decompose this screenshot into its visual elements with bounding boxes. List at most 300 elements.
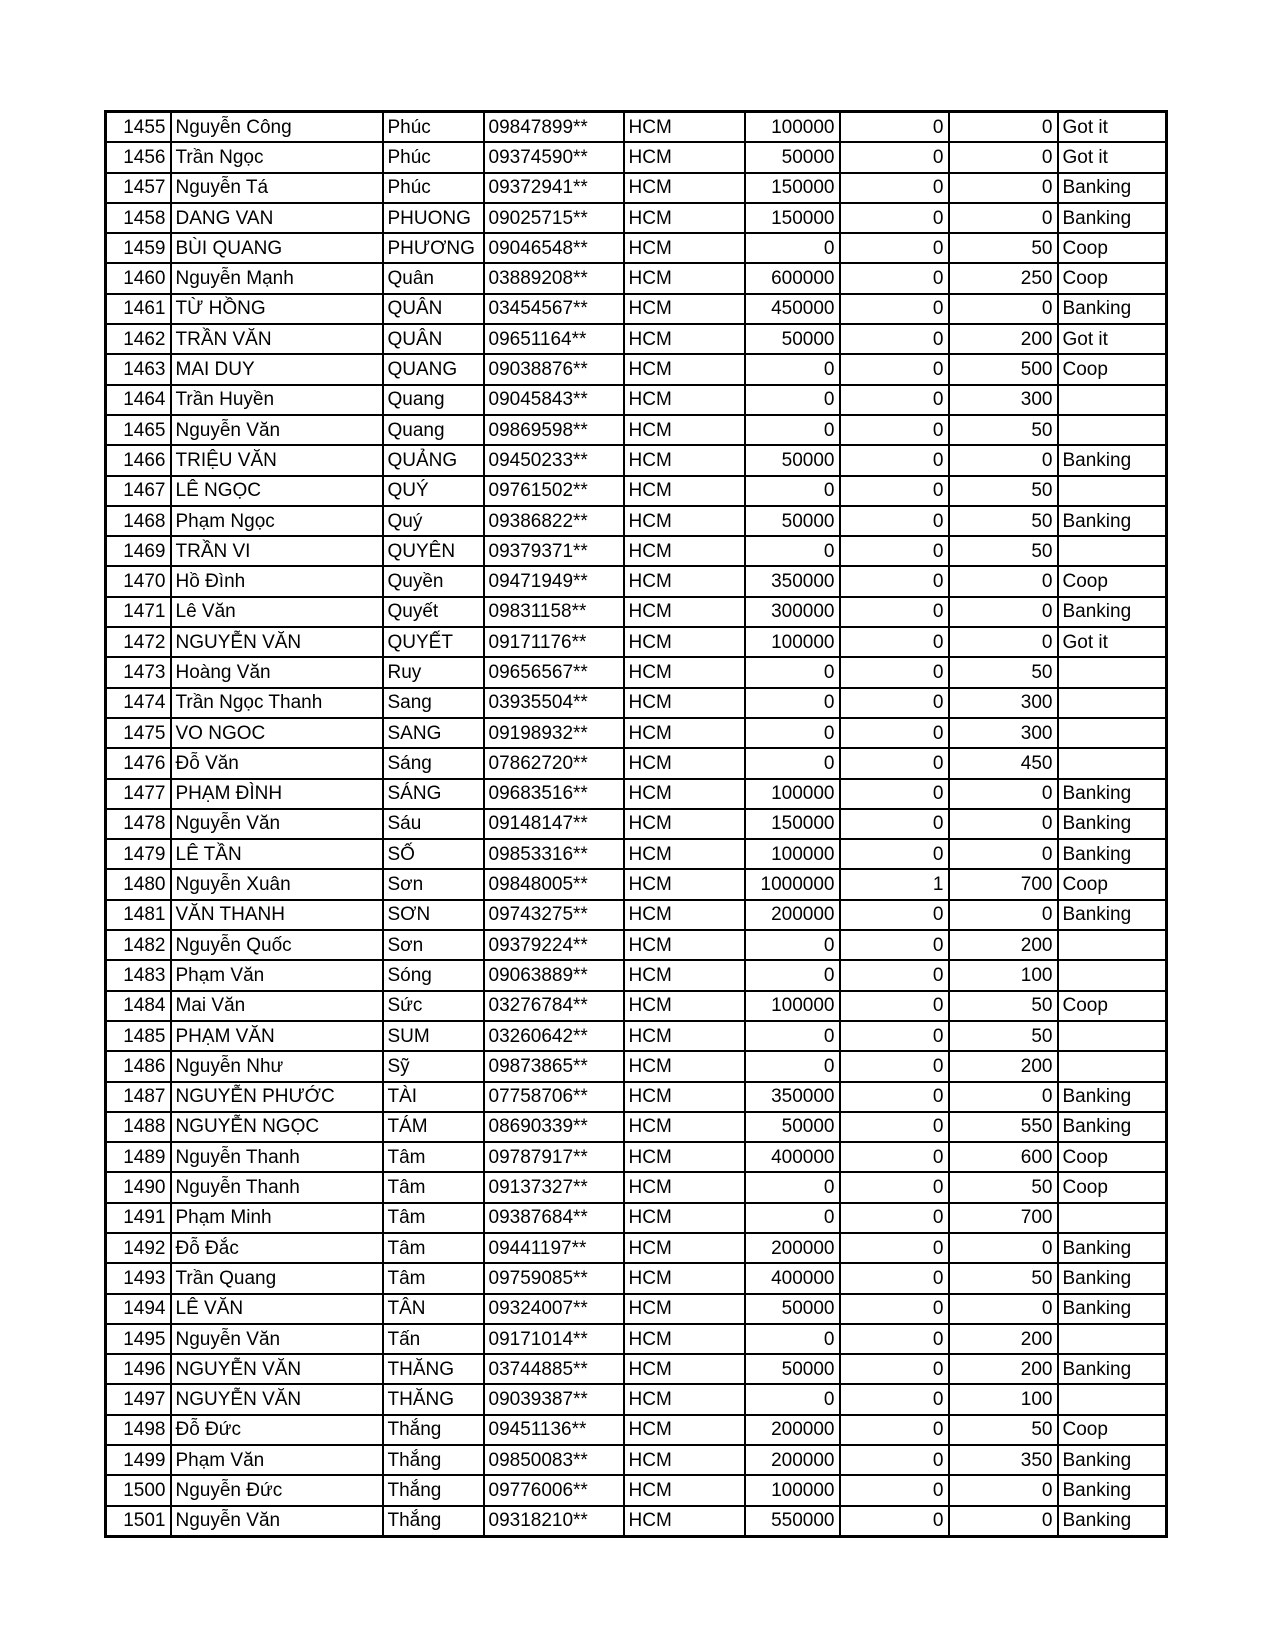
cell-phone: 03276784** (484, 991, 624, 1021)
cell-value2: 0 (840, 688, 949, 718)
cell-status: Banking (1058, 597, 1167, 627)
cell-id: 1470 (106, 566, 171, 596)
cell-name1: LÊ TẦN (171, 839, 383, 869)
cell-value1: 400000 (745, 1263, 840, 1293)
cell-id: 1478 (106, 809, 171, 839)
table-body (106, 112, 1167, 1537)
cell-name2: Quang (383, 385, 484, 415)
cell-city: HCM (624, 597, 745, 627)
table-row (106, 233, 1167, 263)
cell-status: Got it (1058, 627, 1167, 657)
cell-value3: 450 (949, 748, 1058, 778)
cell-name1: TRẦN VI (171, 536, 383, 566)
table-row (106, 1203, 1167, 1233)
cell-name2: Sáu (383, 809, 484, 839)
cell-id: 1474 (106, 688, 171, 718)
cell-name1: Nguyễn Văn (171, 809, 383, 839)
cell-id: 1494 (106, 1294, 171, 1324)
cell-value3: 0 (949, 445, 1058, 475)
cell-name2: Tấn (383, 1324, 484, 1354)
cell-value3: 0 (949, 779, 1058, 809)
cell-name2: SỐ (383, 839, 484, 869)
cell-name1: Trần Ngọc Thanh (171, 688, 383, 718)
cell-phone: 03935504** (484, 688, 624, 718)
cell-status: Banking (1058, 839, 1167, 869)
table-row (106, 1112, 1167, 1142)
cell-name1: Trần Huyền (171, 385, 383, 415)
cell-value2: 0 (840, 1051, 949, 1081)
cell-city: HCM (624, 748, 745, 778)
cell-value1: 0 (745, 415, 840, 445)
table-row (106, 748, 1167, 778)
cell-name2: Sóng (383, 960, 484, 990)
cell-status: Banking (1058, 506, 1167, 536)
cell-status: Banking (1058, 1475, 1167, 1505)
cell-name2: Sáng (383, 748, 484, 778)
cell-phone: 09450233** (484, 445, 624, 475)
table-row (106, 869, 1167, 899)
cell-name2: QUYÊN (383, 536, 484, 566)
cell-value2: 0 (840, 1324, 949, 1354)
cell-value3: 100 (949, 1384, 1058, 1414)
cell-value3: 0 (949, 1475, 1058, 1505)
table-row (106, 294, 1167, 324)
cell-name2: Sơn (383, 869, 484, 899)
table-row (106, 1051, 1167, 1081)
cell-status: Coop (1058, 1142, 1167, 1172)
cell-status (1058, 960, 1167, 990)
cell-status: Banking (1058, 1082, 1167, 1112)
cell-value3: 0 (949, 1294, 1058, 1324)
cell-value2: 0 (840, 1233, 949, 1263)
cell-value2: 0 (840, 718, 949, 748)
cell-value1: 50000 (745, 506, 840, 536)
cell-id: 1461 (106, 294, 171, 324)
cell-phone: 09046548** (484, 233, 624, 263)
cell-name2: Thắng (383, 1506, 484, 1537)
cell-name2: PHUONG (383, 203, 484, 233)
cell-value2: 0 (840, 1142, 949, 1172)
cell-city: HCM (624, 960, 745, 990)
cell-city: HCM (624, 142, 745, 172)
cell-value1: 50000 (745, 142, 840, 172)
cell-value1: 150000 (745, 809, 840, 839)
cell-phone: 03260642** (484, 1021, 624, 1051)
table-row (106, 960, 1167, 990)
table-row (106, 1506, 1167, 1537)
table-row (106, 536, 1167, 566)
cell-city: HCM (624, 1233, 745, 1263)
cell-value1: 200000 (745, 1415, 840, 1445)
cell-name1: Nguyễn Xuân (171, 869, 383, 899)
cell-name2: PHƯƠNG (383, 233, 484, 263)
cell-name2: Tâm (383, 1142, 484, 1172)
cell-city: HCM (624, 263, 745, 293)
cell-name2: THĂNG (383, 1354, 484, 1384)
cell-name1: TỪ HỒNG (171, 294, 383, 324)
cell-id: 1480 (106, 869, 171, 899)
cell-value3: 600 (949, 1142, 1058, 1172)
cell-value2: 0 (840, 930, 949, 960)
table-row (106, 1142, 1167, 1172)
cell-value1: 0 (745, 354, 840, 384)
cell-id: 1477 (106, 779, 171, 809)
cell-value2: 0 (840, 1506, 949, 1537)
cell-id: 1463 (106, 354, 171, 384)
cell-value1: 200000 (745, 1233, 840, 1263)
cell-phone: 07758706** (484, 1082, 624, 1112)
table-row (106, 566, 1167, 596)
table-row (106, 415, 1167, 445)
cell-value2: 0 (840, 324, 949, 354)
cell-phone: 09148147** (484, 809, 624, 839)
cell-city: HCM (624, 173, 745, 203)
cell-city: HCM (624, 294, 745, 324)
cell-city: HCM (624, 930, 745, 960)
cell-name1: Trần Quang (171, 1263, 383, 1293)
table-row (106, 930, 1167, 960)
cell-phone: 09137327** (484, 1172, 624, 1202)
cell-phone: 09039387** (484, 1384, 624, 1414)
cell-id: 1500 (106, 1475, 171, 1505)
cell-city: HCM (624, 233, 745, 263)
cell-id: 1486 (106, 1051, 171, 1081)
cell-name2: SUM (383, 1021, 484, 1051)
cell-value3: 0 (949, 1506, 1058, 1537)
cell-id: 1497 (106, 1384, 171, 1414)
table-row (106, 809, 1167, 839)
table-row (106, 1082, 1167, 1112)
cell-phone: 09171014** (484, 1324, 624, 1354)
cell-phone: 09441197** (484, 1233, 624, 1263)
cell-phone: 09379371** (484, 536, 624, 566)
cell-value2: 0 (840, 294, 949, 324)
cell-phone: 09171176** (484, 627, 624, 657)
cell-value2: 0 (840, 203, 949, 233)
cell-name1: NGUYỄN NGỌC (171, 1112, 383, 1142)
cell-phone: 09386822** (484, 506, 624, 536)
table-row (106, 688, 1167, 718)
cell-name1: Nguyễn Văn (171, 1506, 383, 1537)
cell-phone: 09063889** (484, 960, 624, 990)
cell-value3: 50 (949, 1415, 1058, 1445)
cell-name1: Nguyễn Công (171, 112, 383, 143)
cell-name2: SÁNG (383, 779, 484, 809)
cell-name1: PHẠM ĐÌNH (171, 779, 383, 809)
cell-status (1058, 748, 1167, 778)
cell-city: HCM (624, 688, 745, 718)
cell-value1: 50000 (745, 1354, 840, 1384)
cell-value3: 0 (949, 839, 1058, 869)
cell-value2: 0 (840, 112, 949, 143)
cell-value2: 0 (840, 476, 949, 506)
cell-value2: 0 (840, 233, 949, 263)
cell-status: Banking (1058, 203, 1167, 233)
cell-id: 1471 (106, 597, 171, 627)
cell-phone: 09683516** (484, 779, 624, 809)
cell-phone: 08690339** (484, 1112, 624, 1142)
cell-value1: 50000 (745, 1112, 840, 1142)
cell-name2: Quân (383, 263, 484, 293)
cell-value3: 0 (949, 1082, 1058, 1112)
cell-id: 1491 (106, 1203, 171, 1233)
cell-name1: Nguyễn Văn (171, 415, 383, 445)
cell-value3: 700 (949, 1203, 1058, 1233)
cell-value3: 300 (949, 385, 1058, 415)
cell-name1: Mai Văn (171, 991, 383, 1021)
table-row (106, 718, 1167, 748)
cell-value1: 550000 (745, 1506, 840, 1537)
cell-name1: VO NGOC (171, 718, 383, 748)
cell-city: HCM (624, 566, 745, 596)
cell-value3: 50 (949, 1021, 1058, 1051)
cell-name2: Thắng (383, 1475, 484, 1505)
cell-id: 1481 (106, 900, 171, 930)
table-row (106, 506, 1167, 536)
cell-city: HCM (624, 1021, 745, 1051)
cell-value3: 0 (949, 566, 1058, 596)
cell-status (1058, 1021, 1167, 1051)
cell-value3: 50 (949, 1263, 1058, 1293)
cell-value2: 0 (840, 415, 949, 445)
cell-name2: QUYẾT (383, 627, 484, 657)
cell-id: 1472 (106, 627, 171, 657)
cell-name1: TRẦN VĂN (171, 324, 383, 354)
cell-id: 1482 (106, 930, 171, 960)
cell-id: 1458 (106, 203, 171, 233)
cell-name2: Sang (383, 688, 484, 718)
cell-phone: 09853316** (484, 839, 624, 869)
cell-value2: 0 (840, 506, 949, 536)
table-row (106, 173, 1167, 203)
cell-id: 1488 (106, 1112, 171, 1142)
cell-value1: 0 (745, 1384, 840, 1414)
cell-value1: 350000 (745, 1082, 840, 1112)
table-row (106, 657, 1167, 687)
cell-name1: NGUYỄN PHƯỚC (171, 1082, 383, 1112)
cell-name2: QUANG (383, 354, 484, 384)
cell-id: 1485 (106, 1021, 171, 1051)
cell-status: Banking (1058, 1506, 1167, 1537)
cell-city: HCM (624, 1415, 745, 1445)
cell-value1: 50000 (745, 1294, 840, 1324)
cell-value3: 200 (949, 930, 1058, 960)
cell-value3: 700 (949, 869, 1058, 899)
cell-status (1058, 536, 1167, 566)
cell-status (1058, 385, 1167, 415)
cell-status: Banking (1058, 1263, 1167, 1293)
cell-status: Coop (1058, 263, 1167, 293)
cell-city: HCM (624, 657, 745, 687)
cell-phone: 09198932** (484, 718, 624, 748)
cell-id: 1501 (106, 1506, 171, 1537)
table-row (106, 779, 1167, 809)
table-row (106, 1324, 1167, 1354)
cell-name2: Quyền (383, 566, 484, 596)
table-row (106, 597, 1167, 627)
cell-value2: 0 (840, 263, 949, 293)
cell-city: HCM (624, 506, 745, 536)
cell-status: Banking (1058, 1445, 1167, 1475)
cell-phone: 09873865** (484, 1051, 624, 1081)
cell-id: 1489 (106, 1142, 171, 1172)
cell-city: HCM (624, 1263, 745, 1293)
cell-name1: NGUYỄN VĂN (171, 1354, 383, 1384)
cell-value1: 350000 (745, 566, 840, 596)
cell-status: Coop (1058, 1172, 1167, 1202)
cell-phone: 09025715** (484, 203, 624, 233)
cell-phone: 09045843** (484, 385, 624, 415)
cell-name2: SƠN (383, 900, 484, 930)
cell-phone: 09761502** (484, 476, 624, 506)
cell-city: HCM (624, 779, 745, 809)
cell-value2: 0 (840, 566, 949, 596)
cell-status (1058, 930, 1167, 960)
cell-name1: BÙI QUANG (171, 233, 383, 263)
cell-value1: 400000 (745, 1142, 840, 1172)
cell-value3: 350 (949, 1445, 1058, 1475)
cell-city: HCM (624, 839, 745, 869)
table-row (106, 142, 1167, 172)
cell-city: HCM (624, 991, 745, 1021)
cell-city: HCM (624, 1082, 745, 1112)
cell-value3: 500 (949, 354, 1058, 384)
cell-value1: 300000 (745, 597, 840, 627)
cell-value3: 50 (949, 657, 1058, 687)
cell-phone: 09759085** (484, 1263, 624, 1293)
cell-phone: 09850083** (484, 1445, 624, 1475)
cell-phone: 09656567** (484, 657, 624, 687)
cell-city: HCM (624, 324, 745, 354)
cell-value3: 550 (949, 1112, 1058, 1142)
cell-name1: Nguyễn Quốc (171, 930, 383, 960)
cell-name2: TÁM (383, 1112, 484, 1142)
table-row (106, 1263, 1167, 1293)
cell-value3: 50 (949, 233, 1058, 263)
cell-name2: THĂNG (383, 1384, 484, 1414)
cell-city: HCM (624, 445, 745, 475)
cell-value1: 0 (745, 718, 840, 748)
cell-name1: Nguyễn Mạnh (171, 263, 383, 293)
cell-value3: 0 (949, 900, 1058, 930)
cell-city: HCM (624, 203, 745, 233)
cell-value1: 1000000 (745, 869, 840, 899)
cell-name1: Phạm Ngọc (171, 506, 383, 536)
cell-name2: TÂN (383, 1294, 484, 1324)
cell-id: 1498 (106, 1415, 171, 1445)
cell-value2: 1 (840, 869, 949, 899)
table-row (106, 1384, 1167, 1414)
cell-name1: Đỗ Văn (171, 748, 383, 778)
cell-name1: Hoàng Văn (171, 657, 383, 687)
cell-id: 1487 (106, 1082, 171, 1112)
cell-status: Banking (1058, 1294, 1167, 1324)
cell-phone: 09848005** (484, 869, 624, 899)
cell-city: HCM (624, 869, 745, 899)
cell-name2: Thắng (383, 1445, 484, 1475)
cell-name2: Sỹ (383, 1051, 484, 1081)
cell-phone: 09869598** (484, 415, 624, 445)
cell-status: Banking (1058, 1112, 1167, 1142)
cell-id: 1493 (106, 1263, 171, 1293)
cell-value1: 0 (745, 748, 840, 778)
cell-status: Coop (1058, 566, 1167, 596)
cell-name1: Hồ Đình (171, 566, 383, 596)
cell-status: Banking (1058, 809, 1167, 839)
cell-phone: 09776006** (484, 1475, 624, 1505)
cell-value1: 50000 (745, 445, 840, 475)
cell-value3: 200 (949, 1324, 1058, 1354)
cell-status: Coop (1058, 991, 1167, 1021)
cell-status (1058, 657, 1167, 687)
cell-value1: 0 (745, 536, 840, 566)
cell-value1: 0 (745, 930, 840, 960)
cell-phone: 09651164** (484, 324, 624, 354)
cell-value3: 0 (949, 627, 1058, 657)
cell-id: 1492 (106, 1233, 171, 1263)
cell-name2: Thắng (383, 1415, 484, 1445)
cell-id: 1455 (106, 112, 171, 143)
cell-phone: 09372941** (484, 173, 624, 203)
cell-city: HCM (624, 900, 745, 930)
cell-value3: 50 (949, 415, 1058, 445)
cell-status: Coop (1058, 354, 1167, 384)
cell-city: HCM (624, 536, 745, 566)
cell-id: 1459 (106, 233, 171, 263)
table-row (106, 1415, 1167, 1445)
cell-value3: 50 (949, 1172, 1058, 1202)
cell-city: HCM (624, 1506, 745, 1537)
cell-city: HCM (624, 1294, 745, 1324)
cell-value2: 0 (840, 1445, 949, 1475)
table-row (106, 263, 1167, 293)
cell-name2: Ruy (383, 657, 484, 687)
cell-city: HCM (624, 1112, 745, 1142)
cell-name1: VĂN THANH (171, 900, 383, 930)
cell-id: 1462 (106, 324, 171, 354)
cell-city: HCM (624, 1203, 745, 1233)
cell-name1: Nguyễn Văn (171, 1324, 383, 1354)
cell-status: Banking (1058, 173, 1167, 203)
table-row (106, 1445, 1167, 1475)
cell-id: 1496 (106, 1354, 171, 1384)
cell-value1: 50000 (745, 324, 840, 354)
cell-id: 1483 (106, 960, 171, 990)
cell-name1: Nguyễn Thanh (171, 1172, 383, 1202)
cell-status: Got it (1058, 324, 1167, 354)
cell-name2: Phúc (383, 112, 484, 143)
cell-city: HCM (624, 415, 745, 445)
cell-value2: 0 (840, 597, 949, 627)
table-row (106, 991, 1167, 1021)
cell-value3: 50 (949, 536, 1058, 566)
cell-value3: 0 (949, 597, 1058, 627)
cell-phone: 09038876** (484, 354, 624, 384)
cell-value1: 100000 (745, 112, 840, 143)
table-row (106, 900, 1167, 930)
cell-city: HCM (624, 627, 745, 657)
cell-status (1058, 718, 1167, 748)
cell-name2: Quang (383, 415, 484, 445)
cell-status (1058, 1051, 1167, 1081)
cell-value2: 0 (840, 627, 949, 657)
cell-status: Banking (1058, 779, 1167, 809)
cell-value2: 0 (840, 991, 949, 1021)
cell-phone: 09451136** (484, 1415, 624, 1445)
cell-value1: 0 (745, 960, 840, 990)
cell-phone: 09374590** (484, 142, 624, 172)
cell-value3: 0 (949, 809, 1058, 839)
